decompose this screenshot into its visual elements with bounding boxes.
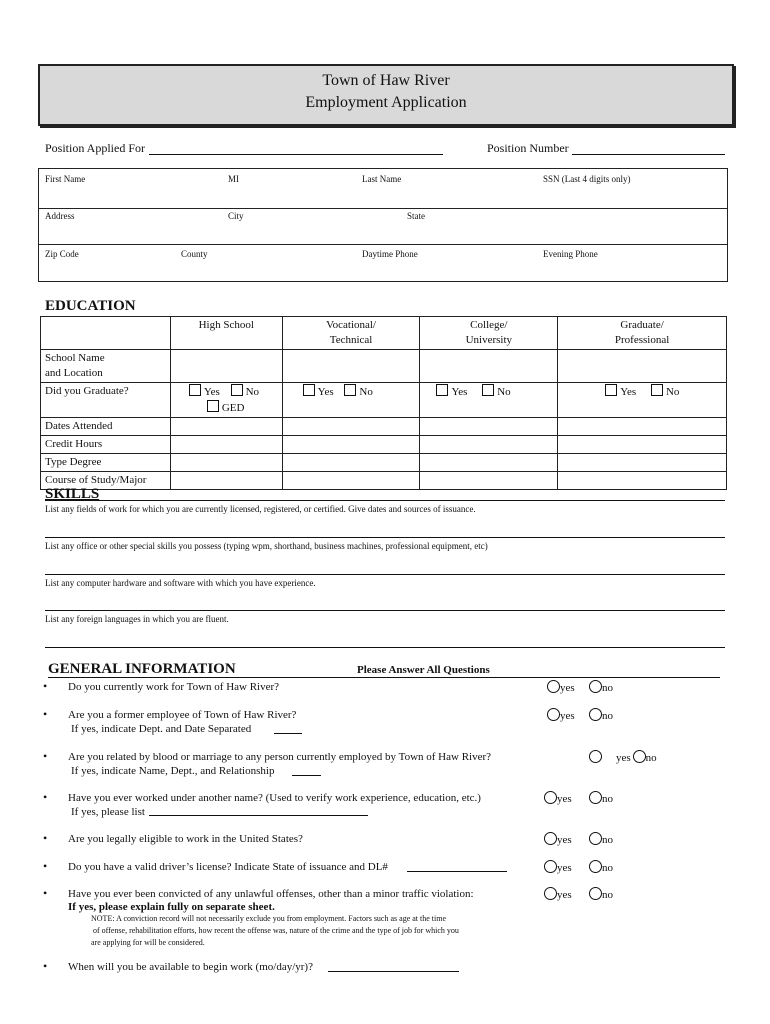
zip-label: Zip Code <box>45 249 79 259</box>
hs-yes-checkbox[interactable] <box>189 384 201 396</box>
col-high-school: High School <box>170 317 282 350</box>
q6-no-radio[interactable] <box>589 860 602 873</box>
skills-language-prompt: List any foreign languages in which you are fluent. <box>45 614 229 624</box>
q4-yes-radio[interactable] <box>544 791 557 804</box>
general-info-heading: GENERAL INFORMATION <box>48 661 236 677</box>
personal-info-box <box>38 168 728 282</box>
position-applied-field[interactable] <box>149 154 443 155</box>
skills-heading: SKILLS <box>45 486 100 502</box>
daytime-phone-label: Daytime Phone <box>362 249 418 259</box>
q3-detail-field[interactable] <box>292 775 321 776</box>
q-related: Are you related by blood or marriage to any person currently employed by Town of Haw River? <box>68 751 492 763</box>
q4-no-radio[interactable] <box>589 791 602 804</box>
q8-date-field[interactable] <box>328 971 459 972</box>
q3-no-radio[interactable] <box>633 750 646 763</box>
q-eligible: Are you legally eligible to work in the United States? <box>68 833 303 845</box>
q5-yes-radio[interactable] <box>544 832 557 845</box>
skills-office-prompt: List any office or other special skills you possess (typing wpm, shorthand, business machines, professional equipment, etc) <box>45 541 488 551</box>
conviction-note-3: are applying for will be considered. <box>91 938 205 947</box>
school-name-label: School Name and Location <box>41 350 171 383</box>
skills-computer-prompt: List any computer hardware and software with which you have experience. <box>45 578 316 588</box>
q-availability: When will you be available to begin work (mo/day/yr)? <box>68 961 313 973</box>
position-number-label: Position Number <box>487 141 569 155</box>
q-current-employee: Do you currently work for Town of Haw River? <box>68 681 280 693</box>
credit-hours-label: Credit Hours <box>41 436 171 454</box>
skills-licensed-field[interactable] <box>45 537 725 538</box>
skills-language-field[interactable] <box>45 647 725 648</box>
ssn-label: SSN (Last 4 digits only) <box>543 174 631 184</box>
address-label: Address <box>45 211 75 221</box>
q7-no-radio[interactable] <box>589 887 602 900</box>
answer-all-note: Please Answer All Questions <box>357 664 490 676</box>
type-degree-label: Type Degree <box>41 454 171 472</box>
q5-no-radio[interactable] <box>589 832 602 845</box>
q-related-detail: If yes, indicate Name, Dept., and Relationship <box>71 765 275 777</box>
col-no-checkbox[interactable] <box>482 384 494 396</box>
skills-licensed-prompt: List any fields of work for which you are currently licensed, registered, or certified. Give dates and sources of issuance. <box>45 504 476 514</box>
form-title-application: Employment Application <box>305 94 467 111</box>
q-former-employee-detail: If yes, indicate Dept. and Date Separated <box>71 723 252 735</box>
col-college: College/ University <box>420 317 558 350</box>
q2-yes-radio[interactable] <box>547 708 560 721</box>
position-number-field[interactable] <box>572 154 725 155</box>
q2-detail-field[interactable] <box>274 733 302 734</box>
county-label: County <box>181 249 208 259</box>
conviction-note-2: of offense, rehabilitation efforts, how recent the offense was, nature of the crime and the type of job for which you <box>93 926 459 935</box>
q4-detail-field[interactable] <box>149 815 368 816</box>
graduate-label: Did you Graduate? <box>41 383 171 418</box>
q-other-name-detail: If yes, please list <box>71 806 145 818</box>
grad-no-checkbox[interactable] <box>651 384 663 396</box>
ged-checkbox[interactable] <box>207 400 219 412</box>
voc-yes-checkbox[interactable] <box>303 384 315 396</box>
skills-computer-field[interactable] <box>45 610 725 611</box>
col-graduate: Graduate/ Professional <box>558 317 727 350</box>
q1-no-radio[interactable] <box>589 680 602 693</box>
form-title-box <box>38 64 734 126</box>
q6-license-field[interactable] <box>407 871 507 872</box>
mi-label: MI <box>228 174 239 184</box>
form-title-town: Town of Haw River <box>322 72 450 89</box>
state-label: State <box>407 211 425 221</box>
q7-yes-radio[interactable] <box>544 887 557 900</box>
last-name-label: Last Name <box>362 174 402 184</box>
q-other-name: Have you ever worked under another name? (Used to verify work experience, education, etc.) <box>68 792 481 804</box>
q6-yes-radio[interactable] <box>544 860 557 873</box>
col-yes-checkbox[interactable] <box>436 384 448 396</box>
q-drivers-license: Do you have a valid driver’s license? Indicate State of issuance and DL# <box>68 861 388 873</box>
conviction-note-1: NOTE: A conviction record will not necessarily exclude you from employment. Factors such as age at the time <box>91 914 447 923</box>
q-convicted: Have you ever been convicted of any unlawful offenses, other than a minor traffic violation: <box>68 888 474 900</box>
grad-yes-checkbox[interactable] <box>605 384 617 396</box>
skills-office-field[interactable] <box>45 574 725 575</box>
q1-yes-radio[interactable] <box>547 680 560 693</box>
course-of-study-label: Course of Study/Major <box>41 472 171 490</box>
q-convicted-explain: If yes, please explain fully on separate sheet. <box>68 901 275 913</box>
col-vocational: Vocational/ Technical <box>282 317 420 350</box>
position-applied-label: Position Applied For <box>45 141 146 155</box>
dates-attended-label: Dates Attended <box>41 418 171 436</box>
education-heading: EDUCATION <box>45 298 136 314</box>
education-table: High School Vocational/ Technical College/ University Graduate/ Professional School Name and Location Did you Graduate? Yes No GED Yes No Yes No Yes No Dates Attended Credit Hours Type Degree Course of Study/Major <box>40 316 727 490</box>
evening-phone-label: Evening Phone <box>543 249 598 259</box>
hs-no-checkbox[interactable] <box>231 384 243 396</box>
first-name-label: First Name <box>45 174 86 184</box>
voc-no-checkbox[interactable] <box>344 384 356 396</box>
q2-no-radio[interactable] <box>589 708 602 721</box>
q3-yes-radio[interactable] <box>589 750 602 763</box>
q-former-employee: Are you a former employee of Town of Haw River? <box>68 709 297 721</box>
city-label: City <box>228 211 244 221</box>
